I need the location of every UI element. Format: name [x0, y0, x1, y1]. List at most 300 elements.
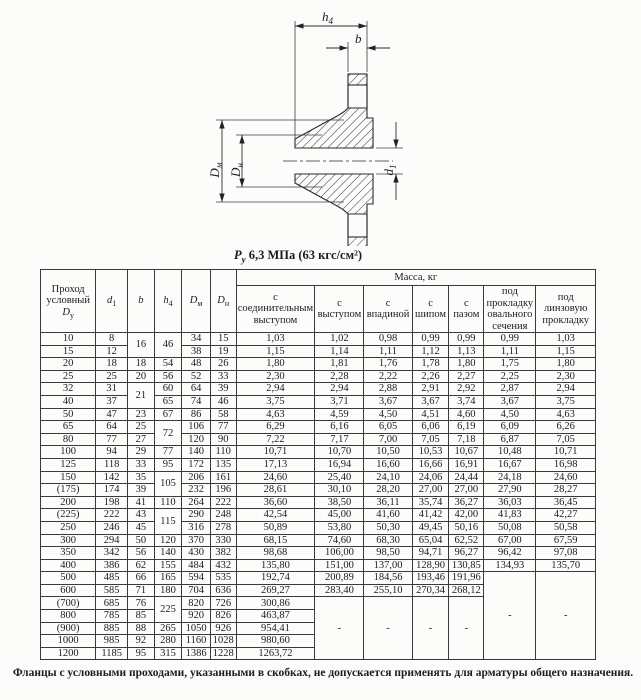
cell: 3,67: [364, 395, 412, 408]
cell: 33: [210, 370, 236, 383]
cell: 7,17: [315, 433, 364, 446]
cell: 1050: [182, 622, 211, 635]
cell: 1,02: [315, 333, 364, 346]
cell: 12: [96, 345, 128, 358]
dim-label-b: b: [355, 31, 362, 46]
cell: 15: [210, 333, 236, 346]
col-header-mass-recess: с впадиной: [364, 286, 412, 333]
dim-label-dm: $D_м$: [207, 162, 224, 178]
table-row: [41, 421, 596, 434]
cell: 6,26: [536, 421, 596, 434]
cell: 290: [182, 509, 211, 522]
cell: 250: [41, 521, 96, 534]
cell: 25: [128, 421, 155, 434]
cell: 77: [96, 433, 128, 446]
cell: 36,03: [484, 496, 536, 509]
table-body: [41, 333, 596, 660]
drawing-caption: $Р_у$ 6,3 МПа (63 кгс/см²): [233, 248, 363, 265]
table-row: [41, 358, 596, 371]
cell: 41,42: [412, 509, 449, 522]
cell: 980,60: [236, 635, 315, 648]
cell: 53,80: [315, 521, 364, 534]
cell: 98,68: [236, 547, 315, 560]
cell: 1185: [96, 647, 128, 660]
cell: 4,63: [536, 408, 596, 421]
cell: 222: [96, 509, 128, 522]
cell: 46: [210, 395, 236, 408]
cell: 1,80: [536, 358, 596, 371]
cell: 1,12: [412, 345, 449, 358]
footnote: Фланцы с условными проходами, указанными в скобках, не допускается применять для арматуры общего назначения.: [12, 667, 634, 680]
cell: 330: [210, 534, 236, 547]
cell: 39: [210, 383, 236, 396]
cell: 350: [41, 547, 96, 560]
cell: 18: [128, 358, 155, 371]
cell: 36,45: [536, 496, 596, 509]
cell: 2,94: [236, 383, 315, 396]
cell: 1,14: [315, 345, 364, 358]
cell: 45: [128, 521, 155, 534]
cell: 50,58: [536, 521, 596, 534]
cell: 1,75: [484, 358, 536, 371]
cell: 25: [96, 370, 128, 383]
cell: 74,60: [315, 534, 364, 547]
cell: 300,86: [236, 597, 315, 610]
cell: 2,91: [412, 383, 449, 396]
col-header-h4: $h_4$: [154, 270, 182, 333]
cell: -: [364, 597, 412, 660]
table-row: [41, 559, 596, 572]
cell: 38: [182, 345, 211, 358]
cell: 386: [96, 559, 128, 572]
cell: 225: [154, 597, 182, 622]
cell: 3,67: [484, 395, 536, 408]
cell: 31: [96, 383, 128, 396]
cell: 636: [210, 584, 236, 597]
table-row: [41, 433, 596, 446]
cell: 7,18: [449, 433, 484, 446]
cell: 41: [128, 496, 155, 509]
cell: 24,06: [412, 471, 449, 484]
cell: 80: [41, 433, 96, 446]
cell: 7,05: [412, 433, 449, 446]
cell: 46: [154, 333, 182, 358]
cell: 120: [182, 433, 211, 446]
cell: 3,67: [412, 395, 449, 408]
cell: 165: [154, 572, 182, 585]
cell: 76: [128, 597, 155, 610]
cell: 6,29: [236, 421, 315, 434]
table-row: [41, 471, 596, 484]
cell: 16,60: [364, 458, 412, 471]
cell: 92: [128, 635, 155, 648]
cell: 37: [96, 395, 128, 408]
flange-section-drawing: [0, 0, 641, 246]
cell: 2,30: [236, 370, 315, 383]
cell: 17,13: [236, 458, 315, 471]
cell: 125: [41, 458, 96, 471]
cell: 96,27: [449, 547, 484, 560]
cell: 600: [41, 584, 96, 597]
cell: 1000: [41, 635, 96, 648]
cell: 64: [182, 383, 211, 396]
cell: 954,41: [236, 622, 315, 635]
cell: 1,03: [236, 333, 315, 346]
cell: 1,78: [412, 358, 449, 371]
cell: 400: [41, 559, 96, 572]
cell: 115: [154, 509, 182, 534]
cell: 1386: [182, 647, 211, 660]
cell: 60: [154, 383, 182, 396]
cell: 88: [128, 622, 155, 635]
cell: 484: [182, 559, 211, 572]
cell: 28,20: [364, 484, 412, 497]
cell: 18: [96, 358, 128, 371]
cell: 151,00: [315, 559, 364, 572]
cell: 6,05: [364, 421, 412, 434]
cell: 10: [41, 333, 96, 346]
cell: 85: [128, 610, 155, 623]
cell: 2,88: [364, 383, 412, 396]
cell: 3,75: [236, 395, 315, 408]
cell: 485: [96, 572, 128, 585]
cell: -: [412, 597, 449, 660]
cell: 97,08: [536, 547, 596, 560]
cell: 180: [154, 584, 182, 597]
cell: 15: [41, 345, 96, 358]
cell: 268,12: [449, 584, 484, 597]
col-header-dn: $D_н$: [210, 270, 236, 333]
cell: 67,59: [536, 534, 596, 547]
cell: 726: [210, 597, 236, 610]
dim-label-h4: $h_4$: [322, 9, 333, 26]
cell: 27,00: [449, 484, 484, 497]
cell: 6,09: [484, 421, 536, 434]
cell: 94,71: [412, 547, 449, 560]
cell: 40: [41, 395, 96, 408]
cell: 56: [154, 370, 182, 383]
cell: 1263,72: [236, 647, 315, 660]
cell: 6,06: [412, 421, 449, 434]
cell: 27: [128, 433, 155, 446]
cell: 7,22: [236, 433, 315, 446]
cell: 65,04: [412, 534, 449, 547]
cell: 535: [210, 572, 236, 585]
cell: 120: [154, 534, 182, 547]
cell: 432: [210, 559, 236, 572]
cell: 95: [128, 647, 155, 660]
cell: 382: [210, 547, 236, 560]
cell: 24,18: [484, 471, 536, 484]
cell: 110: [210, 446, 236, 459]
cell: 300: [41, 534, 96, 547]
col-header-mass-oval-gasket: под прокладку овального сечения: [484, 286, 536, 333]
cell: 25: [41, 370, 96, 383]
cell: 36,11: [364, 496, 412, 509]
cell: 191,96: [449, 572, 484, 585]
table-row: [41, 496, 596, 509]
cell: 232: [182, 484, 211, 497]
dim-label-d1: $d_1$: [381, 164, 398, 176]
cell: 685: [96, 597, 128, 610]
cell: 58: [210, 408, 236, 421]
cell: 269,27: [236, 584, 315, 597]
cell: 30,10: [315, 484, 364, 497]
cell: 140: [154, 547, 182, 560]
cell: 41,60: [364, 509, 412, 522]
cell: 1,76: [364, 358, 412, 371]
cell: 7,00: [364, 433, 412, 446]
cell: 105: [154, 471, 182, 496]
cell: 38,50: [315, 496, 364, 509]
cell: 430: [182, 547, 211, 560]
cell: 3,71: [315, 395, 364, 408]
cell: 4,50: [484, 408, 536, 421]
cell: 23: [128, 408, 155, 421]
table-row: [41, 458, 596, 471]
cell: 2,94: [315, 383, 364, 396]
cell: 10,71: [536, 446, 596, 459]
cell: 2,92: [449, 383, 484, 396]
cell: 50,89: [236, 521, 315, 534]
cell: 140: [182, 446, 211, 459]
cell: 135,80: [236, 559, 315, 572]
cell: 2,94: [536, 383, 596, 396]
table-row: [41, 509, 596, 522]
cell: 66: [128, 572, 155, 585]
table-row: [41, 484, 596, 497]
cell: 1,11: [484, 345, 536, 358]
cell: 64: [96, 421, 128, 434]
cell: 2,25: [484, 370, 536, 383]
cell: 1228: [210, 647, 236, 660]
cell: 39: [128, 484, 155, 497]
cell: 585: [96, 584, 128, 597]
cell: -: [536, 572, 596, 660]
cell: 370: [182, 534, 211, 547]
cell: 150: [41, 471, 96, 484]
cell: 155: [154, 559, 182, 572]
cell: 77: [154, 446, 182, 459]
cell: 36,60: [236, 496, 315, 509]
cell: 68,30: [364, 534, 412, 547]
cell: 2,26: [412, 370, 449, 383]
cell: 280: [154, 635, 182, 648]
cell: 95: [154, 458, 182, 471]
flange-body-shape: [295, 74, 373, 246]
cell: 16,94: [315, 458, 364, 471]
cell: -: [315, 597, 364, 660]
cell: 50,16: [449, 521, 484, 534]
cell: 704: [182, 584, 211, 597]
cell: 10,50: [364, 446, 412, 459]
cell: 16,91: [449, 458, 484, 471]
cell: 16: [128, 333, 155, 358]
cell: 200,89: [315, 572, 364, 585]
cell: 19: [210, 345, 236, 358]
cell: 826: [210, 610, 236, 623]
cell: 34: [182, 333, 211, 346]
cell: 33: [128, 458, 155, 471]
cell: 500: [41, 572, 96, 585]
table-row: [41, 333, 596, 346]
cell: 10,67: [449, 446, 484, 459]
cell: 265: [154, 622, 182, 635]
flange-dimensions-table: [40, 269, 596, 660]
cell: 56: [128, 547, 155, 560]
cell: 0,98: [364, 333, 412, 346]
cell: 1,11: [364, 345, 412, 358]
cell: 10,70: [315, 446, 364, 459]
cell: 52: [182, 370, 211, 383]
cell: 94: [96, 446, 128, 459]
cell: 16,98: [536, 458, 596, 471]
cell: 24,60: [536, 471, 596, 484]
cell: 42,27: [536, 509, 596, 522]
cell: 246: [96, 521, 128, 534]
col-header-mass-lens-gasket: под линзовую прокладку: [536, 286, 596, 333]
cell: 28,61: [236, 484, 315, 497]
cell: 1,80: [236, 358, 315, 371]
cell: 43: [128, 509, 155, 522]
cell: 920: [182, 610, 211, 623]
table-row: [41, 408, 596, 421]
cell: 20: [128, 370, 155, 383]
cell: 68,15: [236, 534, 315, 547]
cell: 32: [41, 383, 96, 396]
cell: -: [449, 597, 484, 660]
cell: 48: [182, 358, 211, 371]
cell: 283,40: [315, 584, 364, 597]
cell: 135: [210, 458, 236, 471]
cell: 1028: [210, 635, 236, 648]
cell: 0,99: [484, 333, 536, 346]
cell: 118: [96, 458, 128, 471]
col-header-mass-groove: с пазом: [449, 286, 484, 333]
cell: 200: [41, 496, 96, 509]
cell: 206: [182, 471, 211, 484]
cell: 3,74: [449, 395, 484, 408]
col-header-mass-connecting: с соединительным выступом: [236, 286, 315, 333]
cell: 1,81: [315, 358, 364, 371]
cell: 77: [210, 421, 236, 434]
col-header-mass-tenon: с шипом: [412, 286, 449, 333]
cell: 65: [154, 395, 182, 408]
col-header-dm: $D_м$: [182, 270, 211, 333]
cell: 21: [128, 383, 155, 408]
cell: 47: [96, 408, 128, 421]
col-header-d1: $d_1$: [96, 270, 128, 333]
cell: 926: [210, 622, 236, 635]
table-row: [41, 521, 596, 534]
cell: 316: [182, 521, 211, 534]
cell: 264: [182, 496, 211, 509]
cell: 42,54: [236, 509, 315, 522]
cell: 248: [210, 509, 236, 522]
table-row: [41, 345, 596, 358]
cell: 25,40: [315, 471, 364, 484]
cell: 135,70: [536, 559, 596, 572]
cell: 198: [96, 496, 128, 509]
cell: 106,00: [315, 547, 364, 560]
cell: 54: [154, 358, 182, 371]
cell: 255,10: [364, 584, 412, 597]
cell: 96,42: [484, 547, 536, 560]
cell: 67,00: [484, 534, 536, 547]
cell: 35: [128, 471, 155, 484]
cell: 985: [96, 635, 128, 648]
cell: 10,71: [236, 446, 315, 459]
cell: (225): [41, 509, 96, 522]
cell: 24,44: [449, 471, 484, 484]
table-row: [41, 383, 596, 396]
flange-drawing: [0, 0, 641, 246]
cell: 463,87: [236, 610, 315, 623]
col-header-b: b: [128, 270, 155, 333]
cell: 42,00: [449, 509, 484, 522]
cell: 1,15: [236, 345, 315, 358]
cell: 72: [154, 421, 182, 446]
cell: 4,59: [315, 408, 364, 421]
cell: 50,08: [484, 521, 536, 534]
cell: 28,27: [536, 484, 596, 497]
cell: 1,03: [536, 333, 596, 346]
cell: 49,45: [412, 521, 449, 534]
cell: 29: [128, 446, 155, 459]
cell: 16,67: [484, 458, 536, 471]
cell: 0,99: [412, 333, 449, 346]
cell: -: [484, 572, 536, 660]
cell: 50: [128, 534, 155, 547]
cell: 98,50: [364, 547, 412, 560]
cell: 74: [182, 395, 211, 408]
cell: 3,75: [536, 395, 596, 408]
cell: 4,63: [236, 408, 315, 421]
col-header-mass-protrusion: с выступом: [315, 286, 364, 333]
cell: 90: [210, 433, 236, 446]
dim-label-dn: $D_н$: [228, 163, 245, 177]
table-row: [41, 370, 596, 383]
cell: 192,74: [236, 572, 315, 585]
cell: 10,48: [484, 446, 536, 459]
cell: 50: [41, 408, 96, 421]
cell: 222: [210, 496, 236, 509]
table-row: [41, 395, 596, 408]
cell: 342: [96, 547, 128, 560]
cell: 6,19: [449, 421, 484, 434]
cell: 172: [182, 458, 211, 471]
cell: 35,74: [412, 496, 449, 509]
cell: (175): [41, 484, 96, 497]
table-row: [41, 446, 596, 459]
cell: 4,60: [449, 408, 484, 421]
cell: 315: [154, 647, 182, 660]
cell: 6,16: [315, 421, 364, 434]
cell: 174: [96, 484, 128, 497]
cell: 184,56: [364, 572, 412, 585]
cell: 62: [128, 559, 155, 572]
cell: 86: [182, 408, 211, 421]
cell: 885: [96, 622, 128, 635]
cell: 4,50: [364, 408, 412, 421]
cell: 1160: [182, 635, 211, 648]
cell: 67: [154, 408, 182, 421]
cell: 16,66: [412, 458, 449, 471]
cell: 45,00: [315, 509, 364, 522]
cell: 128,90: [412, 559, 449, 572]
col-header-pass: Проход условный $D_у$: [41, 270, 96, 333]
cell: 71: [128, 584, 155, 597]
